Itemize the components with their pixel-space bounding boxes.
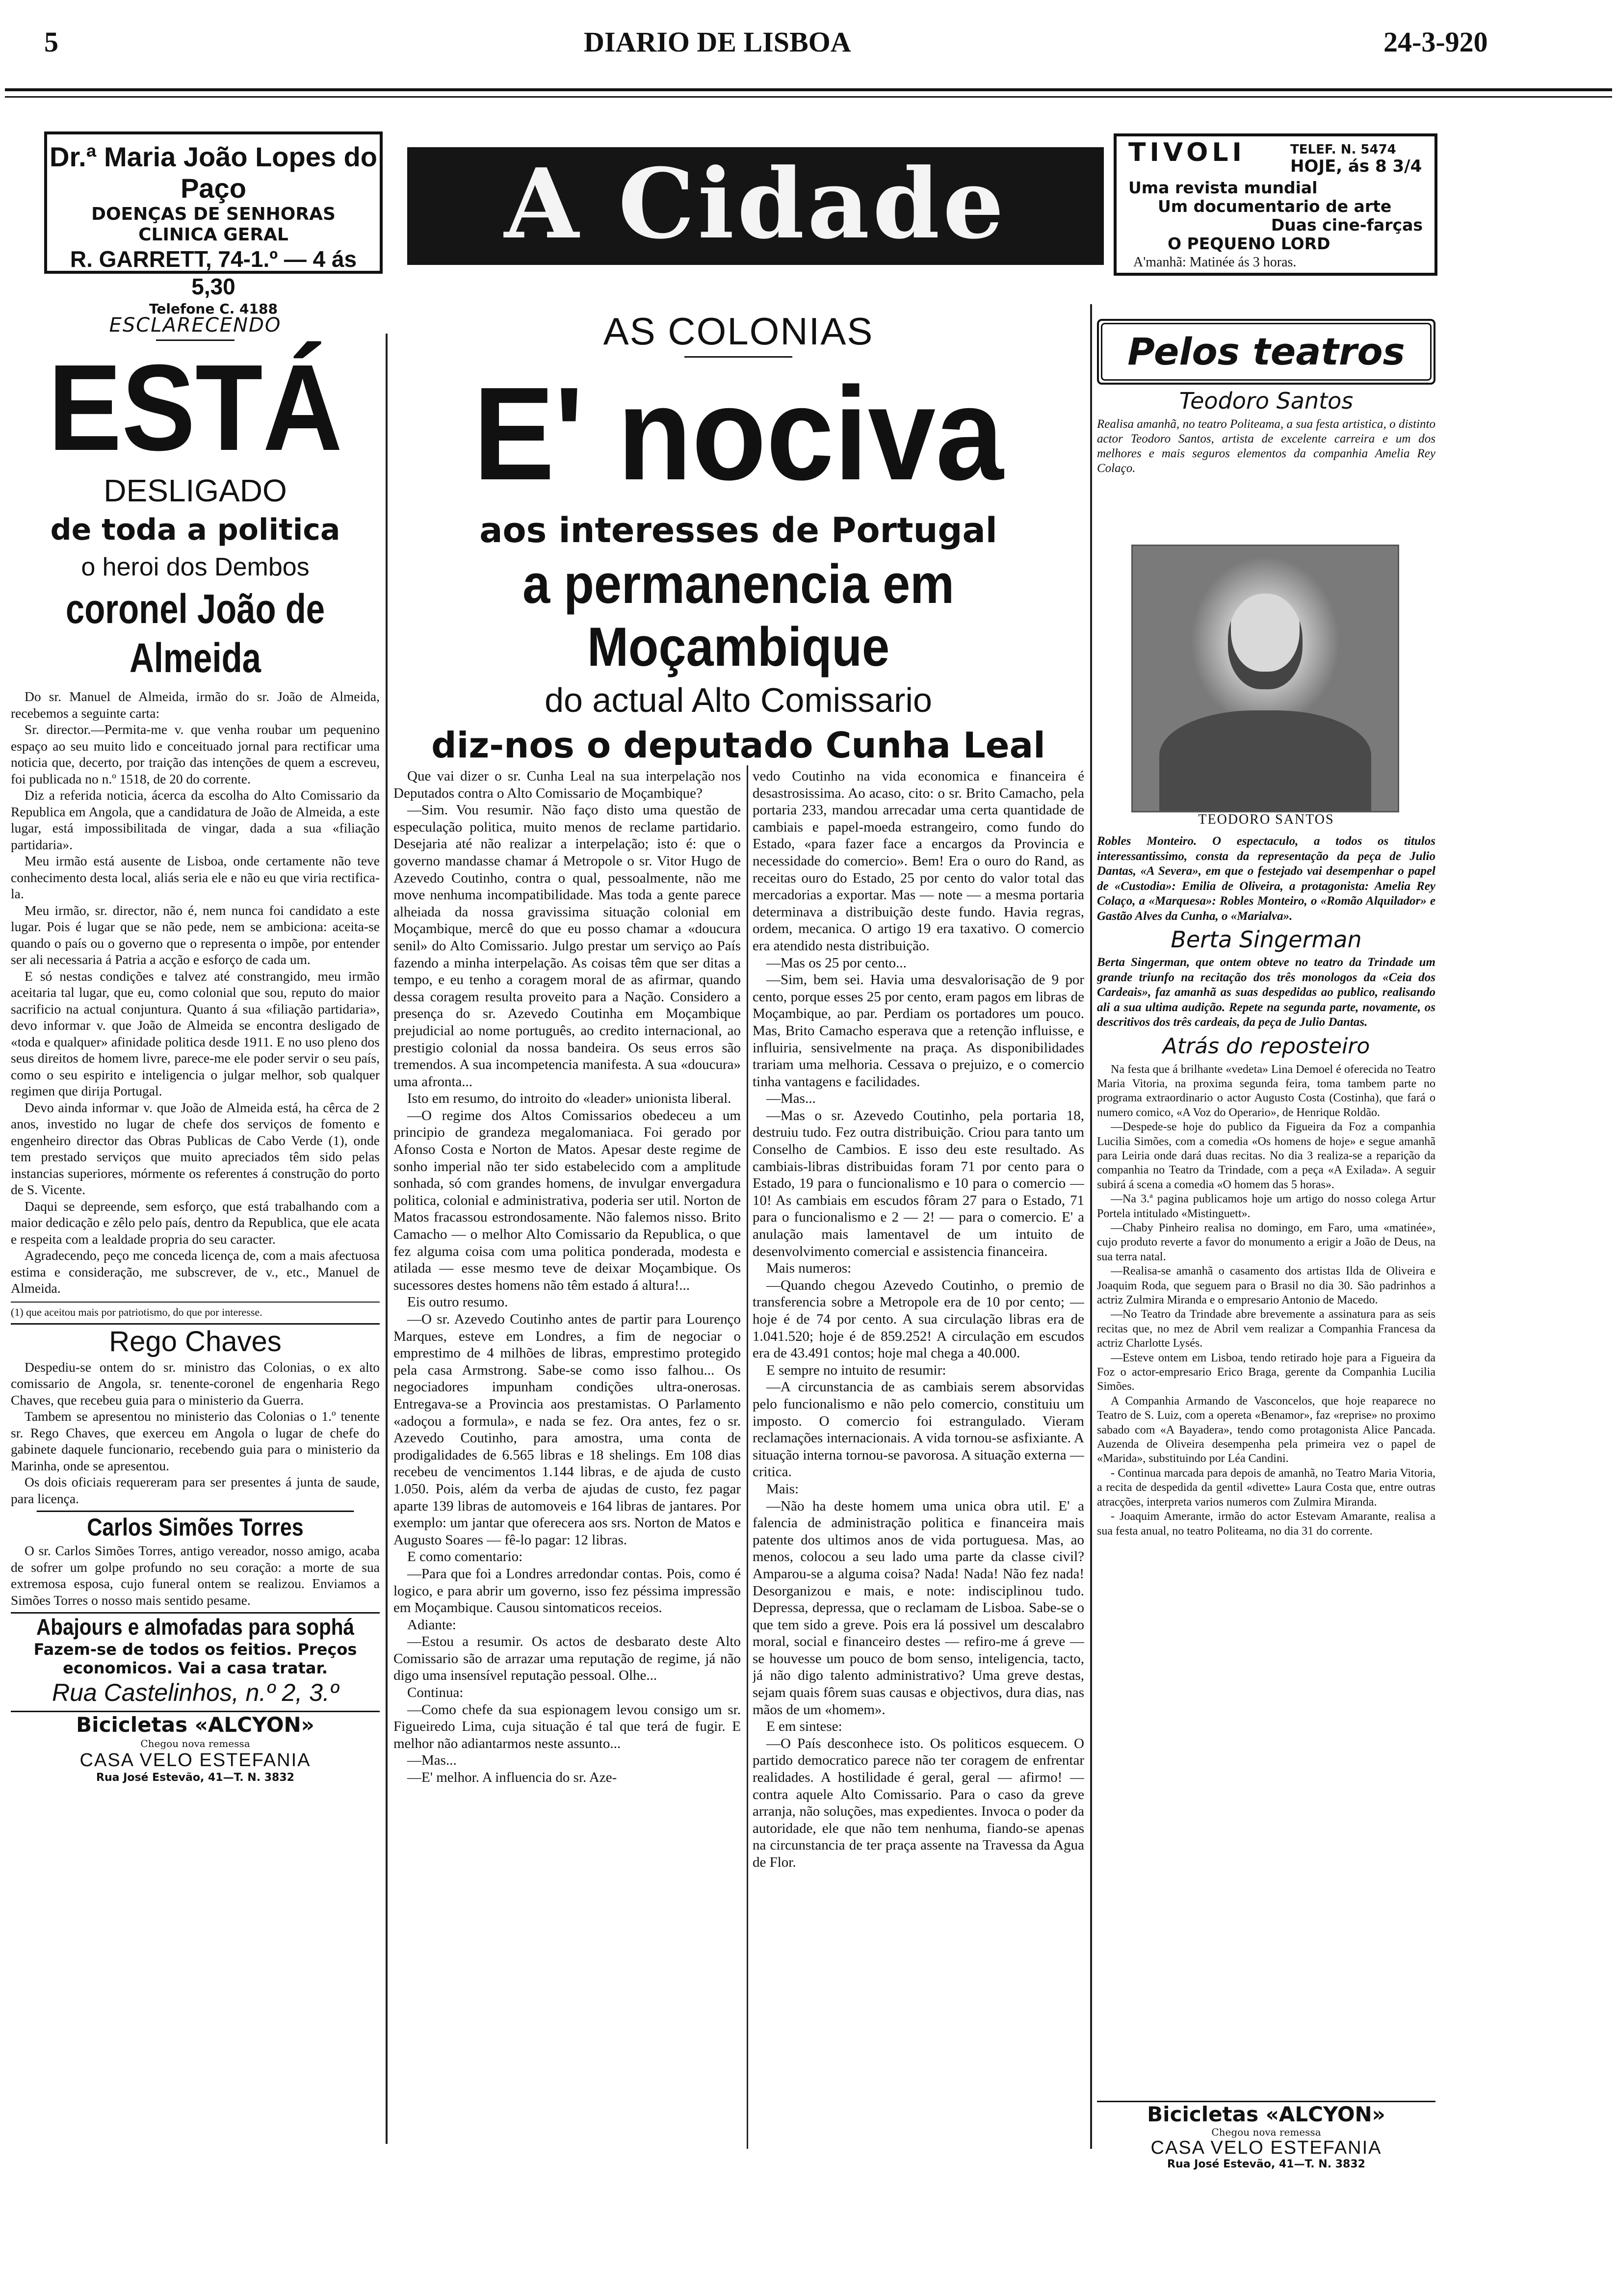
theatre-note: Na festa que á brilhante «vedeta» Lina Demoel é oferecida no Teatro Maria Vitoria, na proxima segunda feira, toma tambem parte no programa extraordinario o actor Augusto Costa (Costinha), que fará o numero comico, «A Voz do Operario», de Henrique Roldão. <box>1097 1063 1435 1119</box>
page-number: 5 <box>44 26 58 58</box>
interview-paragraph: —Quando chegou Azevedo Coutinho, o premio de transferencia sobre a Metropole era de 10 por cento; — hoje é de 74 por cento. A sua circulação libras era de 1.041.520; hoje é de 859.252! A circulação em escudos era de 43.491 contos; hoje mal chega a 40.000. <box>753 1277 1084 1361</box>
interview-paragraph: Que vai dizer o sr. Cunha Leal na sua interpelação nos Deputados contra o Alto Comissario de Moçambique? <box>393 768 741 801</box>
tivoli-line-3: Duas cine-farças <box>1271 215 1423 235</box>
tivoli-line-1: Uma revista mundial <box>1128 178 1318 197</box>
right-alcyon-sub: Chegou nova remessa <box>1211 2126 1321 2138</box>
left-article-body <box>11 688 380 1297</box>
interview-paragraph: E sempre no intuito de resumir: <box>766 1362 946 1378</box>
left-column <box>11 314 380 1785</box>
center-headline-2: aos interesses de Portugal <box>479 510 997 550</box>
interview-paragraph: —Como chefe da sua espionagem levou consigo um sr. Figueiredo Lima, cuja situação é tal que terá de fugir. E melhor não adiantarmos neste assunto... <box>393 1701 741 1751</box>
interview-paragraph: Eis outro resumo. <box>407 1294 508 1310</box>
center-headlines <box>392 309 1084 769</box>
rego-paragraph: Os dois oficiais requereram para ser presentes á junta de saude, para licença. <box>11 1474 380 1506</box>
center-headline: E' nociva <box>473 360 1004 508</box>
theatre-note: —Realisa-se amanhã o casamento dos artistas Ilda de Oliveira e Joaquim Roda, que seguem para o Brasil no dia 30. São padrinhos a actriz Zulmira Miranda e o empresario Antonio de Macedo. <box>1097 1265 1435 1306</box>
right-alcyon-title: Bicicletas «ALCYON» <box>1147 2102 1385 2126</box>
interview-paragraph: —Para que foi a Londres arredondar contas. Pois, como é logico, e para abrir um governo, isso fez péssima impressão em Moçambique. Causou sintomaticos receios. <box>393 1565 741 1616</box>
interview-paragraph: —O País desconhece isto. Os politicos esquecem. O partido democratico parece não ter coragem de enfrentar realidades. A hostilidade é geral, geral — afirmo! — contra aquele Alto Comissario. Para o caso da greve arranja, não soluções, mas expedientes. Invoca o poder da autoridade, ele que não tem nenhuma, fiando-se apenas na circunstancia de ter praça assente na Travessa da Agua de Flor. <box>753 1735 1084 1870</box>
center-headline-4: do actual Alto Comissario <box>545 681 932 719</box>
theatre-note: —Chaby Pinheiro realisa no domingo, em Faro, uma «matinée», cujo produto reverte a favor do monumento a erigir a João de Deus, na sua terra natal. <box>1097 1221 1435 1263</box>
theatre-paragraph-3: Berta Singerman, que ontem obteve no teatro da Trindade um grande triunfo na recitação dos três monologos da «Ceia dos Cardeais», faz amanhã as suas despedidas ao publico, realisando ali a sua ultima audição. Repete na segunda parte, novamente, os descritivos dos três cardeais, da peça de Julio Dantas. <box>1097 956 1435 1029</box>
right-alcyon-shop: CASA VELO ESTEFANIA <box>1150 2138 1382 2158</box>
left-headline-3: de toda a politica <box>50 513 340 547</box>
interview-paragraph: Mais numeros: <box>766 1260 852 1277</box>
actor-photo <box>1131 545 1399 812</box>
left-paragraph: Diz a referida noticia, ácerca da escolha do Alto Comissario da Republica em Angola, que a candidatura de João de Almeida, a este lugar, está impossibilitada de vingar, dada a sua «filiação partidaria». <box>11 787 380 852</box>
left-paragraph: Meu irmão, sr. director, não é, nem nunca foi candidato a este lugar. Pois é lugar que se não pede, nem se ambiciona: aceita-se quando o país ou o governo que o representa o impõe, por entender ser ali necessaria á Patria a acção e esforço de cada um. <box>11 902 380 967</box>
tivoli-line-4: O PEQUENO LORD <box>1168 234 1330 253</box>
right-alcyon-address: Rua José Estevão, 41—T. N. 3832 <box>1167 2158 1365 2170</box>
interview-paragraph: Mais: <box>766 1481 799 1497</box>
theatre-note: —Na 3.ª pagina publicamos hoje um artigo do nosso colega Artur Portela intitulado «Mistinguett». <box>1097 1193 1435 1220</box>
tivoli-ad <box>1114 133 1437 276</box>
theatre-headline-1: Teodoro Santos <box>1179 388 1354 414</box>
right-alcyon-ad <box>1097 2101 1435 2171</box>
interview-paragraph: vedo Coutinho na vida economica e financeira é desastrosissima. Ao acaso, cito: o sr. Brito Camacho, pela portaria 233, mandou arrecadar uma certa quantidade de cambiais e papel-moeda estrangeiro, como fundo do Estado, «para fazer face a encargos da Provincia e necessidade do comercio». Bem! Era o ouro do Rand, as receitas ouro do Estado, 25 por cento do valor total das mercadorias a exportar. Mas — note — a mesma portaria determinava a distribuição deste fundo. Havia regras, ordem, mecanica. O artigo 19 era taxativo. O comercio era atendido nesta distribuição. <box>753 768 1084 954</box>
doctor-address: R. GARRETT, 74-1.º — 4 ás 5,30 <box>70 246 357 299</box>
interview-paragraph: E em sintese: <box>766 1719 842 1735</box>
theatre-box <box>1097 319 1435 385</box>
center-column-1 <box>393 768 741 2146</box>
theatre-paragraph-2: Robles Monteiro. O espectaculo, a todos os titulos interessantissimo, consta da representação da peça de Julio Dantas, «A Severa», em que o festejado vai desempenhar o papel de «Custodia»: Emilia de Oliveira, a protagonista: Amelia Rey Colaço, a «Marquesa»: Robles Monteiro, o «Romão Alquilador» e Gastão Alves da Cunha, o «Marialva». <box>1097 835 1435 923</box>
left-headline: ESTÁ <box>48 339 343 476</box>
doctor-general: CLINICA GERAL <box>138 225 288 245</box>
theatre-note: - Continua marcada para depois de amanhã, no Teatro Maria Vitoria, a recita de despedida da gentil «divette» Laura Costa que, entre outras atracções, interpreta varios numeros com Zulmira Miranda. <box>1097 1466 1435 1509</box>
theatre-note: —Despede-se hoje do publico da Figueira da Foz a companhia Lucilia Simões, com a comedia «Os homens de hoje» e segue amanhã para Leiria onde dará duas recitas. No dia 3 realiza-se a reparição da companhia no Teatro da Trindade, com a peça «A Exilada». A seguir subirá á scena a comedia «O homem das 5 horas». <box>1097 1121 1435 1191</box>
center-headline-3: a permanencia em Moçambique <box>522 553 954 678</box>
interview-paragraph: —Mas os 25 por cento... <box>766 955 907 971</box>
tivoli-line-2: Um documentario de arte <box>1158 197 1392 216</box>
masthead <box>407 147 1104 265</box>
photo-caption: TEODORO SANTOS <box>1198 812 1334 827</box>
abajours-ad-text: Fazem-se de todos os feitios. Preços economicos. Vai a casa tratar. <box>33 1640 357 1677</box>
left-paragraph: Daqui se depreende, sem esforço, que está trabalhando com a maior dedicação e zêlo pelo país, dentro da Republica, que ele acata e respeita com a lealdade propria do seu caracter. <box>11 1198 380 1247</box>
left-headline-4: o heroi dos Dembos <box>81 553 310 581</box>
theatre-note: —No Teatro da Trindade abre brevemente a assinatura para as seis recitas que, no mez de Abril vem realizar a Companhia Francesa da actriz Charlotte Lysés. <box>1097 1308 1435 1350</box>
center-headline-5: diz-nos o deputado Cunha Leal <box>431 725 1045 766</box>
interview-paragraph: Isto em resumo, do introito do «leader» unionista liberal. <box>407 1091 731 1107</box>
interview-paragraph: —O sr. Azevedo Coutinho antes de partir para Lourenço Marques, esteve em Londres, a fim de negociar o emprestimo de 4 milhões de libras, emprestimo protegido pela casa Armstrong. Sabe-se como isso falhou... Os negociadores impunham condições ultra-onerosas. Entregava-se a Provincia aos prestamistas. O Parlamento «adoçou a formula», e nada se fez. Ora antes, fez o sr. Azevedo Coutinho, para amostra, uma conta de prodigalidades de 6.565 libras e 18 shelings. Em 108 dias recebeu de vencimentos 1.144 libras, e de ajuda de custo 1.050. Pois, além da verba de ajudas de custo, fez pagar aparte 139 libras de automoveis e 164 libras de jantares. Por exemplo: um jantar que oferecera aos srs. Norton de Matos e Augusto Soares — fê-lo pagar: 12 libras. <box>393 1311 741 1548</box>
alcyon-ad-address: Rua José Estevão, 41—T. N. 3832 <box>96 1772 294 1784</box>
center-kicker: AS COLONIAS <box>603 310 874 353</box>
tivoli-line-5: A'manhã: Matinée ás 3 horas. <box>1133 255 1297 270</box>
theatre-note: A Companhia Armando de Vasconcelos, que hoje reaparece no Teatro de S. Luiz, com a opereta «Benamor», faz «reprise» no proximo sabado com «A Bayadera», tendo como protagonista Alice Pancada. Auzenda de Oliveira desempenha pela primeira vez o papel de «Marida», substituindo por Léa Candini. <box>1097 1394 1435 1465</box>
doctor-ad <box>44 131 383 317</box>
interview-paragraph: —E' melhor. A influencia do sr. Aze- <box>407 1770 617 1786</box>
header-rule-thin <box>5 96 1612 98</box>
left-headline-2: DESLIGADO <box>104 473 287 508</box>
rego-paragraph: Despediu-se ontem do sr. ministro das Colonias, o ex alto comissario de Angola, sr. tenente-coronel de engenharia Rego Chaves, que recebeu guia para o ministerio da Guerra. <box>11 1359 380 1408</box>
theatre-note: - Joaquim Amerante, irmão do actor Estevam Amarante, realisa a sua festa anual, no teatro Politeama, no dia 31 do corrente. <box>1097 1510 1435 1538</box>
tivoli-name: TIVOLI <box>1128 138 1246 167</box>
column-rule-left <box>386 334 388 2144</box>
left-headline-5: coronel João de Almeida <box>65 586 325 681</box>
rego-paragraph: Tambem se apresentou no ministerio das Colonias o 1.º tenente sr. Rego Chaves, que exerceu em Angola o lugar de chefe do gabinete daquele funcionario, recebendo guia para o ministerio da Marinha, onde se apresentou. <box>11 1409 380 1473</box>
theatre-notes <box>1097 1063 1435 1539</box>
left-paragraph: Meu irmão está ausente de Lisboa, onde certamente não teve conhecimento desta local, aliás seria ele e não eu que viria rectifica-la. <box>11 853 380 901</box>
interview-paragraph: —Sim, bem sei. Havia uma desvalorisação de 9 por cento, porque esses 25 por cento, eram pagos em libras de Moçambique, ao par. Perdiam os portadores um pouco. Mas, Brito Camacho esperava que a retenção influisse, e influiria, sensivelmente na praça. As disponibilidades trariam uma melhoria. Cessava o prejuizo, e o comercio tinha vantagens e facilidades. <box>753 972 1084 1090</box>
masthead-title: A Cidade <box>504 148 1007 261</box>
left-paragraph: Sr. director.—Permita-me v. que venha roubar um pequenino espaço ao seu muito lido e conceituado jornal para rectificar uma noticia que, decerto, por traição das intenções de quem a escreveu, foi publicada no n.º 1518, de 20 do corrente. <box>11 722 380 786</box>
doctor-phone: Telefone C. 4188 <box>149 301 278 317</box>
page-header <box>29 20 1590 64</box>
left-footnote: (1) que aceitou mais por patriotismo, do que por interesse. <box>11 1302 380 1319</box>
header-rule <box>5 88 1612 91</box>
alcyon-ad-title: Bicicletas «ALCYON» <box>76 1713 314 1737</box>
theatre-intro: Realisa amanhã, no teatro Politeama, a sua festa artistica, o distinto actor Teodoro Santos, artista de excelente carreira e um dos melhores e mais seguros elementos da companhia Amelia Rey Colaço. <box>1097 417 1435 475</box>
interview-paragraph: —Mas... <box>407 1752 457 1769</box>
theatre-headline-2: Berta Singerman <box>1171 926 1362 953</box>
interview-paragraph: Continua: <box>407 1685 464 1701</box>
alcyon-ad-sub: Chegou nova remessa <box>140 1738 250 1749</box>
left-paragraph: E só nestas condições e talvez até constrangido, meu irmão aceitaria tal lugar, que eu, como colonial que sou, reputo do maior sacrificio na actual conjuntura. Quanto á sua «filiação partidaria», devo informar v. que João de Almeida se encontra desligado de «toda e qualquer» afinidade politica desde 1911. E no uso pleno dos seus direitos de homem livre, parece-me ele poder servir o seu país, como o seu espirito e inteligencia o julgar melhor, sob qualquer regimen que dirija Portugal. <box>11 968 380 1098</box>
theatre-box-title: Pelos teatros <box>1101 323 1432 381</box>
left-paragraph: Agradecendo, peço me conceda licença de, com a mais afectuosa estima e consideração, me subscrever, de v., etc., Manuel de Almeida. <box>11 1248 380 1296</box>
interview-paragraph: Adiante: <box>407 1617 456 1633</box>
left-paragraph: Devo ainda informar v. que João de Almeida está, ha cêrca de 2 anos, investido no lugar de chefe dos serviços de fomento e engenheiro director das Obras Publicas de Cabo Verde (1), onde tem prestado serviços que muito apreciados têm sido pelas instancias superiores, mórmente os referentes á construção do porto de S. Vicente. <box>11 1099 380 1197</box>
center-divider <box>684 356 792 358</box>
column-rule-right <box>1090 304 1092 2149</box>
interview-paragraph: E como comentario: <box>407 1549 523 1565</box>
doctor-name: Dr.ª Maria João Lopes do Paço <box>50 141 377 204</box>
carlos-torres-body <box>11 1542 380 1608</box>
left-paragraph: Do sr. Manuel de Almeida, irmão do sr. João de Almeida, recebemos a seguinte carta: <box>11 689 380 721</box>
center-column-2 <box>753 768 1084 2146</box>
interview-paragraph: —Estou a resumir. Os actos de desbarato deste Alto Comissario são de arrazar uma reputação de regime, já não digo uma insensível reputação pessoal. Olhe... <box>393 1634 741 1684</box>
abajours-ad-address: Rua Castelinhos, n.º 2, 3.º <box>52 1679 339 1706</box>
doctor-specialty: DOENÇAS DE SENHORAS <box>91 204 336 224</box>
interview-paragraph: —A circunstancia de as cambiais serem absorvidas pelo funcionalismo e não pelo comercio, constituiu um imposto. O comercio foi estrangulado. Vieram reclamações internacionais. A vida tornou-se asfixiante. A situação interna tornou-se pavorosa. A situação externa — critica. <box>753 1379 1084 1480</box>
tivoli-today: HOJE, ás 8 3/4 <box>1290 157 1422 176</box>
interview-paragraph: —Sim. Vou resumir. Não faço disto uma questão de especulação politica, muito menos de reclame partidario. Desejaria até não realizar a interpelação; isto é: que o governo mandasse chamar á Metropole o sr. Vitor Hugo de Azevedo Coutinho, contra o qual, pessoalmente, não me move nenhuma incompatibilidade. Mas toda a gente parece alheiada da nossa gravissima situação colonial em Moçambique, mercê do que eu posso chamar a «doucura senil» do Alto Comissario. Julgo prestar um serviço ao País fazendo a minha interpelação. As coisas têm que ser ditas a tempo, e eu tenho a coragem moral de as afirmar, quando dessa coragem resulta proveito para a Nação. Considero a presença do sr. Azevedo Coutinha em Moçambique prejudicial ao nome português, ao credito internacional, ao prestigio colonial da nossa bandeira. Os seus erros são tremendos. A sua incompetencia manifesta. A sua «doucura» uma afronta... <box>393 802 741 1090</box>
tivoli-phone: TELEF. N. 5474 <box>1290 142 1396 157</box>
theatre-note: —Esteve ontem em Lisboa, tendo retirado hoje para a Figueira da Foz o actor-empresario Erico Braga, gerente da Companhia Lucilia Simões. <box>1097 1351 1435 1393</box>
rego-chaves-title: Rego Chaves <box>11 1323 380 1359</box>
interview-paragraph: —O regime dos Altos Comissarios obedeceu a um principio de grandeza megalomaniaca. Foi gerado por Afonso Costa e Norton de Matos. Apesar deste regime de sonho imperial não ter sido estabelecido com a amplitude sonhada, só com grandes homens, de invulgar envergadura politica, colonial e administrativa, poderia ser util. Norton de Matos fracassou estrondosamente. Não falemos nisso. Brito Camacho — o melhor Alto Comissario da Republica, o que fez alguma coisa com uma politica ponderada, modesta e atilada — esse mesmo teve de deixar Moçambique. Os sucessores destes homens não têm estado á altura!... <box>393 1107 741 1293</box>
interview-paragraph: —Mas o sr. Azevedo Coutinho, pela portaria 18, destruiu tudo. Fez outra distribuição. Criou para tanto um Conselho de Cambios. E isso deu este resultado. As cambiais-libras distribuidas foram 71 por cento para o Estado, 19 para o funcionalismo e 10 para o comercio — 10! As cambiais em escudos fôram 27 para o Estado, 71 para o funcionalismo e 2 — 2! — para o comercio. E' a anulação mais lamentavel de um intuito de desenvolvimento comercial e assistencia financeira. <box>753 1107 1084 1259</box>
left-kicker: ESCLARECENDO <box>109 314 282 337</box>
rego-chaves-body <box>11 1359 380 1507</box>
interview-paragraph: —Não ha deste homem uma unica obra util. E' a falencia de administração politica e financeira mais patente dos ultimos anos de vida portuguesa. Mas, ao menos, colocou a seu lado uma parte da classe civil? Amparou-se a alguma coisa? Nada! Nada! Não fez nada! Desorganizou e mais, e note: indisciplinou tudo. Depressa, depressa, que o reclamam de Lisboa. Sabe-se o que tem sido a greve. Pois era lá possivel um descalabro moral, social e financeiro destes — refiro-me á greve — se houvesse um pouco de bom senso, inteligencia, tacto, já não digo talento administrativo? Uma greve destas, sejam quais fôrem suas causas e objectivos, dura dias, nas mãos de um «homem». <box>753 1498 1084 1718</box>
interview-paragraph: —Mas... <box>766 1091 816 1107</box>
right-column <box>1097 319 1435 1538</box>
alcyon-ad-shop: CASA VELO ESTEFANIA <box>79 1750 311 1771</box>
abajours-ad-title: Abajours e almofadas para sophá <box>36 1614 354 1640</box>
newspaper-name: DIARIO DE LISBOA <box>584 26 851 58</box>
issue-date: 24-3-920 <box>1383 26 1488 58</box>
column-rule-center <box>747 765 748 2149</box>
carlos-paragraph: O sr. Carlos Simões Torres, antigo vereador, nosso amigo, acaba de sofrer um golpe profundo no seu coração: a morte de sua extremosa esposa, cujo funeral ontem se realizou. Enviamos a Simões Torres o nosso mais sentido pesame. <box>11 1543 380 1608</box>
theatre-headline-3: Atrás do reposteiro <box>1162 1033 1370 1059</box>
carlos-torres-title: Carlos Simões Torres <box>37 1511 354 1542</box>
